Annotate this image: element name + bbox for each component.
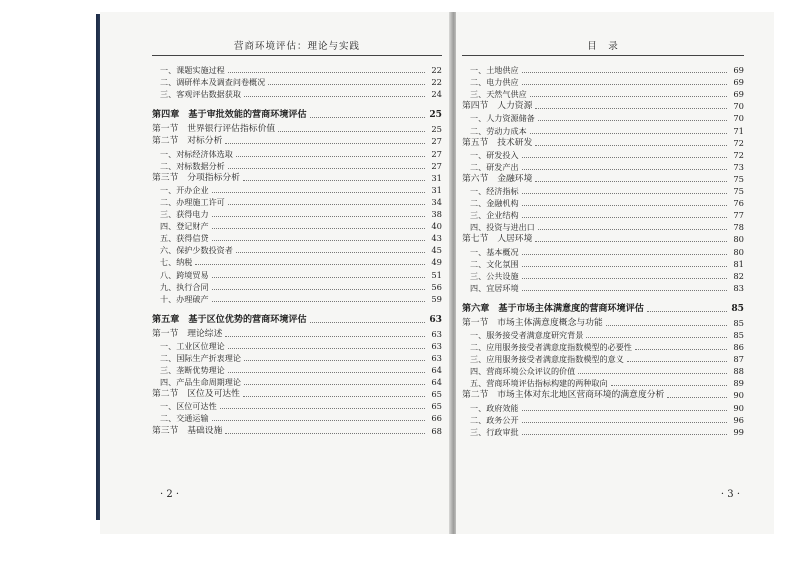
dot-leader — [522, 254, 727, 255]
toc-entry-title: 第一节 理论综述 — [152, 328, 223, 339]
dot-leader — [522, 290, 727, 291]
toc-entry-page: 71 — [733, 125, 744, 136]
toc-entry-page: 81 — [733, 258, 744, 269]
toc-entry-title: 第六节 金融环境 — [462, 173, 533, 184]
toc-entry-title: 四、营商环境公众评议的价值 — [470, 366, 576, 377]
toc-entry-page: 75 — [733, 186, 744, 197]
toc-entry-page: 85 — [733, 329, 744, 340]
dot-leader — [228, 204, 425, 205]
toc-entry-title: 一、开办企业 — [160, 184, 209, 195]
toc-entry-title: 一、研发投入 — [470, 149, 519, 160]
toc-entry-title: 三、行政审批 — [470, 426, 519, 437]
dot-leader — [220, 408, 425, 409]
toc-item-row — [462, 282, 744, 294]
dot-leader — [522, 266, 727, 267]
toc-entry-page: 70 — [733, 101, 744, 112]
toc-entry-page: 64 — [431, 365, 442, 376]
toc-section-row — [462, 233, 744, 245]
toc-entry-title: 一、基本概况 — [470, 246, 519, 257]
toc-item-row — [152, 232, 442, 244]
dot-leader — [212, 301, 425, 302]
toc-entry-page: 43 — [431, 233, 442, 244]
toc-section-row — [462, 137, 744, 149]
toc-entry-page: 66 — [431, 413, 442, 424]
dot-leader — [243, 180, 425, 181]
dot-leader — [522, 72, 727, 73]
toc-item-row — [462, 64, 744, 76]
running-head: 目 录 — [462, 38, 744, 56]
toc-entry-title: 第二节 市场主体对东北地区营商环境的满意度分析 — [462, 390, 665, 401]
toc-entry-title: 三、客观评估数据获取 — [160, 89, 241, 100]
toc-entry-title: 八、跨境贸易 — [160, 269, 209, 280]
toc-item-row — [152, 184, 442, 196]
dot-leader — [535, 181, 727, 182]
dot-leader — [225, 433, 425, 434]
toc-item-row — [152, 76, 442, 88]
toc-item-row — [462, 258, 744, 270]
toc-entry-page: 72 — [733, 149, 744, 160]
dot-leader — [535, 145, 727, 146]
toc-item-row — [462, 329, 744, 341]
dot-leader — [522, 157, 727, 158]
toc-entry-title: 第五节 技术研发 — [462, 137, 533, 148]
toc-entry-page: 49 — [431, 257, 442, 268]
toc-item-row — [152, 340, 442, 352]
toc-entry-page: 70 — [733, 113, 744, 124]
dot-leader — [586, 337, 727, 338]
toc-entry-title: 四、投资与进出口 — [470, 222, 535, 233]
dot-leader — [228, 348, 425, 349]
toc-entry-page: 88 — [733, 366, 744, 377]
dot-leader — [535, 241, 727, 242]
toc-entry-title: 六、保护少数投资者 — [160, 245, 233, 256]
toc-entry-title: 五、营商环境评估指标构建的两种取向 — [470, 378, 608, 389]
dot-leader — [244, 384, 425, 385]
toc-item-row — [152, 64, 442, 76]
toc-item-row — [462, 124, 744, 136]
toc-entry-title: 第六章 基于市场主体满意度的营商环境评估 — [462, 302, 644, 314]
toc-entry-title: 第五章 基于区位优势的营商环境评估 — [152, 313, 307, 325]
toc-item-row — [462, 377, 744, 389]
toc-entry-title: 第二节 对标分析 — [152, 136, 223, 147]
toc-entry-page: 65 — [431, 401, 442, 412]
dot-leader — [228, 72, 425, 73]
toc-entry-page: 68 — [431, 425, 442, 436]
dot-leader — [530, 133, 727, 134]
toc-item-row — [462, 414, 744, 426]
toc-entry-title: 五、获得信贷 — [160, 233, 209, 244]
running-head: 营商环境评估：理论与实践 — [152, 38, 442, 56]
toc-item-row — [462, 197, 744, 209]
dot-leader — [611, 385, 727, 386]
dot-leader — [667, 397, 727, 398]
toc-item-row — [152, 376, 442, 388]
dot-leader — [530, 96, 727, 97]
toc-entry-page: 63 — [431, 340, 442, 351]
toc-entry-title: 二、应用服务接受者满意度指数模型的必要性 — [470, 342, 632, 353]
toc-item-row — [462, 401, 744, 413]
dot-leader — [212, 216, 425, 217]
toc-entry-title: 一、政府效能 — [470, 402, 519, 413]
dot-leader — [212, 192, 425, 193]
toc-entry-page: 86 — [733, 342, 744, 353]
toc-entry-page: 27 — [431, 160, 442, 171]
toc-section-row — [462, 173, 744, 185]
dot-leader — [310, 117, 425, 118]
dot-leader — [310, 322, 425, 323]
toc-entry-title: 七、纳税 — [160, 257, 193, 268]
toc-item-row — [462, 209, 744, 221]
toc-entry-page: 87 — [733, 354, 744, 365]
toc-item-row — [152, 256, 442, 268]
toc-entry-title: 四、产品生命周期理论 — [160, 377, 241, 388]
toc-entry-title: 十、办理破产 — [160, 293, 209, 304]
toc-entry-page: 22 — [431, 77, 442, 88]
toc-item-row — [152, 220, 442, 232]
toc-entry-title: 三、公共设施 — [470, 270, 519, 281]
toc-entry-title: 二、研发产出 — [470, 161, 519, 172]
toc-entry-page: 78 — [733, 222, 744, 233]
toc-entry-title: 四、登记财产 — [160, 221, 209, 232]
toc-entry-title: 二、国际生产折衷理论 — [160, 352, 241, 363]
toc-entry-page: 77 — [733, 210, 744, 221]
dot-leader — [212, 277, 425, 278]
dot-leader — [195, 264, 425, 265]
toc-item-row — [152, 412, 442, 424]
toc-entry-page: 34 — [431, 196, 442, 207]
toc-entry-title: 二、办理施工许可 — [160, 196, 225, 207]
toc-section-row — [462, 100, 744, 112]
toc-entry-page: 80 — [733, 234, 744, 245]
toc-entry-title: 一、服务接受者满意度研究背景 — [470, 329, 584, 340]
toc-entry-page: 90 — [733, 390, 744, 401]
toc-entry-title: 二、劳动力成本 — [470, 125, 527, 136]
toc-entry-page: 25 — [431, 124, 442, 135]
toc-entry-page: 73 — [733, 161, 744, 172]
dot-leader — [538, 120, 727, 121]
toc-item-row — [152, 147, 442, 159]
toc-item-row — [152, 364, 442, 376]
dot-leader — [225, 143, 425, 144]
dot-leader — [522, 169, 727, 170]
toc-entry-title: 二、调研样本及调查问卷概况 — [160, 77, 266, 88]
toc-entry-title: 九、执行合同 — [160, 281, 209, 292]
toc-entry-title: 第三节 基础设施 — [152, 425, 223, 436]
dot-leader — [578, 373, 727, 374]
toc-item-row — [152, 281, 442, 293]
right-page — [456, 12, 774, 534]
toc-entry-page: 85 — [733, 317, 744, 328]
toc-entry-title: 第七节 人居环境 — [462, 234, 533, 245]
toc-entry-page: 80 — [733, 246, 744, 257]
toc-entry-title: 第四节 人力资源 — [462, 101, 533, 112]
toc-item-row — [152, 244, 442, 256]
toc-section-row — [152, 172, 442, 184]
dot-leader — [212, 240, 425, 241]
toc-entry-page: 72 — [733, 137, 744, 148]
toc-entry-page: 40 — [431, 221, 442, 232]
dot-leader — [647, 311, 727, 312]
dot-leader — [635, 349, 727, 350]
toc-item-row — [462, 149, 744, 161]
dot-leader — [522, 410, 727, 411]
toc-section-row — [462, 389, 744, 401]
dot-leader — [212, 420, 425, 421]
toc-entry-title: 三、获得电力 — [160, 209, 209, 220]
toc-entry-page: 90 — [733, 402, 744, 413]
toc-entry-page: 75 — [733, 173, 744, 184]
toc-entry-title: 一、土地供应 — [470, 65, 519, 76]
toc-entry-title: 第三节 分项指标分析 — [152, 172, 240, 183]
toc-entry-page: 27 — [431, 148, 442, 159]
toc-section-row — [152, 388, 442, 400]
toc-entry-page: 59 — [431, 293, 442, 304]
toc-item-row — [152, 208, 442, 220]
toc-entry-page: 76 — [733, 198, 744, 209]
page-number: · 2 · — [160, 489, 180, 500]
page-number: · 3 · — [720, 489, 740, 500]
dot-leader — [522, 422, 727, 423]
toc-entry-page: 27 — [431, 136, 442, 147]
dot-leader — [228, 168, 425, 169]
toc-entry-page: 69 — [733, 89, 744, 100]
toc-item-row — [462, 112, 744, 124]
dot-leader — [228, 372, 425, 373]
toc-item-row — [462, 365, 744, 377]
dot-leader — [522, 278, 727, 279]
toc-section-row — [152, 123, 442, 135]
toc-entry-page: 69 — [733, 77, 744, 88]
toc-item-row — [152, 88, 442, 100]
dot-leader — [535, 108, 727, 109]
dot-leader — [212, 289, 425, 290]
toc-item-row — [462, 76, 744, 88]
toc-entry-title: 一、课题实施过程 — [160, 65, 225, 76]
dot-leader — [278, 131, 425, 132]
toc-item-row — [462, 221, 744, 233]
toc-entry-page: 25 — [429, 109, 442, 121]
toc-entry-title: 二、交通运输 — [160, 413, 209, 424]
toc-entry-title: 三、应用服务接受者满意度指数模型的意义 — [470, 354, 624, 365]
toc-entry-page: 63 — [431, 328, 442, 339]
toc-entry-page: 63 — [431, 352, 442, 363]
toc-item-row — [462, 185, 744, 197]
toc-entry-title: 三、企业结构 — [470, 210, 519, 221]
toc-entry-title: 三、垄断优势理论 — [160, 365, 225, 376]
dot-leader — [522, 205, 727, 206]
toc-entry-page: 31 — [431, 172, 442, 183]
toc-item-row — [462, 245, 744, 257]
left-page — [100, 12, 452, 534]
toc-entry-page: 83 — [733, 282, 744, 293]
toc-list — [462, 64, 744, 438]
dot-leader — [236, 156, 425, 157]
toc-entry-page: 69 — [733, 65, 744, 76]
toc-section-row — [152, 424, 442, 436]
toc-entry-page: 96 — [733, 414, 744, 425]
toc-entry-page: 24 — [431, 89, 442, 100]
toc-section-row — [462, 317, 744, 329]
toc-section-row — [152, 135, 442, 147]
toc-item-row — [462, 161, 744, 173]
dot-leader — [212, 228, 425, 229]
toc-entry-title: 一、工业区位理论 — [160, 340, 225, 351]
dot-leader — [236, 252, 425, 253]
dot-leader — [244, 96, 425, 97]
toc-entry-title: 第四章 基于审批效能的营商环境评估 — [152, 109, 307, 121]
toc-entry-title: 二、文化氛围 — [470, 258, 519, 269]
dot-leader — [627, 361, 727, 362]
toc-entry-title: 第一节 世界银行评估指标价值 — [152, 124, 276, 135]
dot-leader — [522, 84, 727, 85]
toc-list — [152, 64, 442, 437]
toc-entry-page: 56 — [431, 281, 442, 292]
toc-entry-title: 一、经济指标 — [470, 186, 519, 197]
toc-entry-title: 二、金融机构 — [470, 198, 519, 209]
toc-entry-title: 二、对标数据分析 — [160, 160, 225, 171]
toc-entry-title: 三、天然气供应 — [470, 89, 527, 100]
toc-entry-page: 45 — [431, 245, 442, 256]
toc-entry-page: 31 — [431, 184, 442, 195]
toc-section-row — [152, 328, 442, 340]
dot-leader — [522, 217, 727, 218]
toc-item-row — [152, 293, 442, 305]
toc-entry-title: 二、政务公开 — [470, 414, 519, 425]
toc-entry-page: 64 — [431, 377, 442, 388]
dot-leader — [268, 84, 425, 85]
toc-entry-page: 89 — [733, 378, 744, 389]
toc-item-row — [152, 268, 442, 280]
dot-leader — [538, 229, 727, 230]
toc-item-row — [462, 341, 744, 353]
toc-entry-page: 63 — [429, 313, 442, 325]
toc-item-row — [152, 160, 442, 172]
toc-entry-page: 22 — [431, 65, 442, 76]
toc-entry-page: 99 — [733, 426, 744, 437]
toc-entry-page: 65 — [431, 389, 442, 400]
dot-leader — [243, 396, 425, 397]
toc-chapter-row — [152, 309, 442, 326]
toc-entry-title: 第二节 区位及可达性 — [152, 389, 240, 400]
dot-leader — [606, 325, 727, 326]
dot-leader — [244, 360, 425, 361]
toc-entry-title: 二、电力供应 — [470, 77, 519, 88]
toc-chapter-row — [462, 298, 744, 315]
toc-entry-page: 85 — [731, 302, 744, 314]
toc-item-row — [152, 196, 442, 208]
dot-leader — [225, 336, 425, 337]
toc-entry-page: 82 — [733, 270, 744, 281]
toc-item-row — [462, 270, 744, 282]
dot-leader — [522, 193, 727, 194]
toc-entry-title: 第一节 市场主体满意度概念与功能 — [462, 317, 603, 328]
toc-chapter-row — [152, 104, 442, 121]
dot-leader — [522, 434, 727, 435]
toc-entry-page: 51 — [431, 269, 442, 280]
toc-item-row — [462, 88, 744, 100]
toc-entry-title: 一、区位可达性 — [160, 401, 217, 412]
toc-item-row — [152, 352, 442, 364]
toc-entry-title: 一、人力资源储备 — [470, 113, 535, 124]
toc-item-row — [152, 400, 442, 412]
toc-item-row — [462, 426, 744, 438]
toc-entry-page: 38 — [431, 209, 442, 220]
toc-item-row — [462, 353, 744, 365]
toc-entry-title: 一、对标经济体选取 — [160, 148, 233, 159]
toc-entry-title: 四、宜居环境 — [470, 282, 519, 293]
